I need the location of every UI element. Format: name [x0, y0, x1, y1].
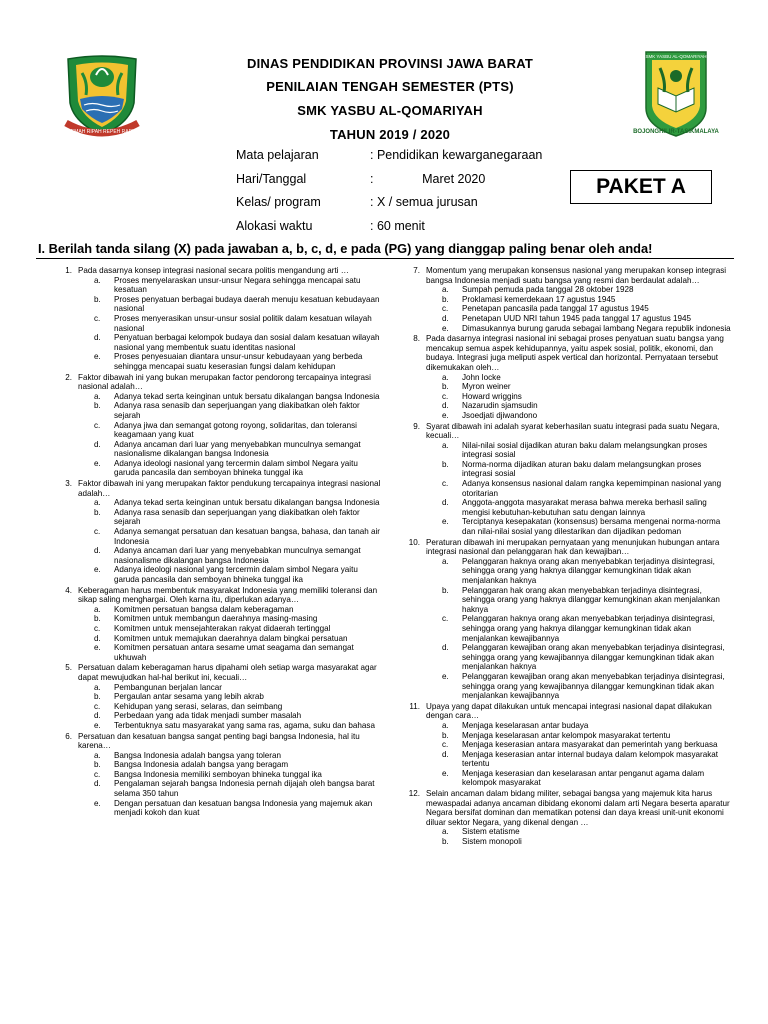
answer-option[interactable] [94, 352, 383, 371]
question-number: 10. [408, 537, 420, 547]
option-text: Bangsa Indonesia adalah bangsa yang toleran [114, 750, 281, 760]
option-text: Pembangunan berjalan lancar [114, 682, 222, 692]
option-letter: d. [94, 333, 101, 343]
question-item [48, 479, 383, 585]
option-letter: a. [442, 720, 449, 730]
option-letter: d. [94, 633, 101, 643]
option-text: Pengalaman sejarah bangsa Indonesia pernah dijajah oleh bangsa barat selama 350 tahun [114, 779, 375, 799]
question-item [48, 266, 383, 372]
question-text: Persatuan dalam keberagaman harus dipahami oleh setiap warga masyarakat agar dapat mewujudkan hal-hal berikut ini, kecuali… [78, 663, 377, 682]
question-text: Keberagaman harus membentuk masyarakat Indonesia yang memiliki toleransi dan sikap saling menghargai. Oleh karna itu, diperlukan adanya… [78, 585, 378, 605]
question-text: Faktor dibawah ini yang merupakan faktor pendukung tercapainya integrasi nasional adalah… [78, 479, 381, 498]
header-agency: DINAS PENDIDIKAN PROVINSI JAWA BARAT [246, 56, 533, 71]
info-subject [236, 148, 596, 164]
option-text: Menjaga keselarasan antar budaya [462, 720, 589, 730]
option-letter: b. [442, 294, 449, 304]
option-letter: e. [94, 720, 101, 730]
answer-option[interactable] [442, 304, 734, 314]
option-text: Pelanggaran haknya orang akan menyebabkan terjadinya disintegrasi, sehingga orang yang haknya dilanggar kemungkinan tidak akan menjalankan haknya [462, 556, 715, 585]
option-text: Penetapan pancasila pada tanggal 17 agustus 1945 [462, 304, 649, 314]
logo-left-motto: GEMAH RIPAH REPEH RAPIH [67, 129, 137, 135]
answer-option[interactable] [94, 295, 383, 314]
option-text: Myron weiner [462, 382, 511, 392]
questions-column-right [396, 266, 734, 848]
answer-option[interactable] [442, 498, 734, 517]
question-item [396, 789, 734, 847]
answer-option[interactable] [442, 479, 734, 498]
answer-option[interactable] [442, 382, 734, 392]
answer-option[interactable] [442, 750, 734, 769]
option-text: Howard wriggins [462, 391, 522, 401]
option-letter: e. [94, 458, 101, 468]
question-item [48, 586, 383, 663]
answer-option[interactable] [94, 527, 383, 546]
option-letter: a. [94, 391, 101, 401]
question-number: 12. [408, 789, 420, 799]
option-text: Pelanggaran kewajiban orang akan menyebabkan terjadinya disintegrasi, sehingga orang yang kewajibannya dilanggar kemungkinan tidak akan menjalankan haknya [462, 643, 725, 672]
option-letter: e. [442, 410, 449, 420]
answer-option[interactable] [442, 392, 734, 402]
option-letter: b. [94, 614, 101, 624]
answer-option[interactable] [94, 711, 383, 721]
question-number: 6. [65, 731, 72, 741]
option-letter: c. [442, 391, 449, 401]
instruction-heading: I. Berilah tanda silang (X) pada jawaban a, b, c, d, e pada (PG) yang dianggap paling benar oleh anda! [38, 241, 653, 256]
option-text: Proses penyatuan berbagai budaya daerah menuju kesatuan kebudayaan nasional [114, 294, 380, 314]
option-letter: c. [442, 304, 449, 314]
answer-option[interactable] [442, 643, 734, 672]
option-text: Dimasukannya burung garuda sebagai lambang Negara republik indonesia [462, 323, 731, 333]
jawa-barat-emblem-logo [62, 53, 142, 137]
answer-option[interactable] [442, 401, 734, 411]
answer-option[interactable] [94, 692, 383, 702]
answer-option[interactable] [94, 276, 383, 295]
info-label: Kelas/ program [236, 195, 321, 209]
answer-option[interactable] [94, 721, 383, 731]
option-letter: c. [94, 769, 101, 779]
logo-right-caption: BOJONGHILIR-TASIKMALAYA [633, 129, 719, 135]
question-text: Pada dasarnya integrasi nasional ini sebagai proses penyatuan suatu bangsa yang mencakup semua aspek kehidupannya, yaitu aspek sosial, politik, ekonomi, dan budaya. Integrasi juga meliputi aspek vertical dan horizontal. Pernyataan tersebut dikemukakan oleh… [426, 334, 724, 372]
option-text: Bangsa Indonesia adalah bangsa yang beragam [114, 760, 289, 770]
answer-option[interactable] [442, 460, 734, 479]
option-letter: e. [442, 323, 449, 333]
option-text: Pelanggaran hak orang akan menyebabkan terjadinya disintegrasi, sehingga orang yang haknya dilanggar kemungkinan akan menjalankan haknya [462, 585, 720, 614]
answer-option[interactable] [442, 837, 734, 847]
option-letter: e. [94, 352, 101, 362]
info-label: Hari/Tanggal [236, 172, 307, 186]
option-letter: c. [94, 420, 101, 430]
question-text: Peraturan dibawah ini merupakan pernyataan yang menunjukan hubungan antara integrasi nasional dan pelanggaran hak dan kewajiban… [426, 537, 720, 557]
option-letter: d. [94, 779, 101, 789]
answer-option[interactable] [94, 634, 383, 644]
option-text: Menjaga keserasian antara masyarakat dan pemerintah yang berkuasa [462, 740, 718, 750]
answer-option[interactable] [442, 295, 734, 305]
option-text: John locke [462, 372, 501, 382]
answer-option[interactable] [442, 614, 734, 643]
answer-option[interactable] [442, 411, 734, 421]
info-date [236, 172, 596, 188]
option-letter: a. [442, 285, 449, 295]
option-letter: c. [442, 740, 449, 750]
option-text: Proses menyelaraskan unsur-unsur Negara sehingga mencapai satu kesatuan [114, 275, 361, 295]
option-letter: d. [94, 711, 101, 721]
option-letter: c. [442, 479, 449, 489]
option-letter: c. [94, 701, 101, 711]
answer-option[interactable] [94, 751, 383, 761]
question-number: 7. [413, 266, 420, 275]
question-item [396, 334, 734, 420]
option-letter: b. [442, 382, 449, 392]
option-letter: b. [94, 294, 101, 304]
option-text: Proklamasi kemerdekaan 17 agustus 1945 [462, 294, 616, 304]
option-text: Menjaga keserasian dan keselarasan antar penganut agama dalam kelompok masyarakat [462, 768, 705, 788]
option-text: Nazarudin sjamsudin [462, 401, 538, 411]
question-item [48, 373, 383, 479]
school-logo [636, 48, 716, 138]
header-exam-title: PENILAIAN TENGAH SEMESTER (PTS) [266, 79, 514, 94]
answer-option[interactable] [94, 799, 383, 818]
option-text: Komitmen persatuan antara sesame umat seagama dan semangat ukhuwah [114, 643, 354, 662]
option-text: Adanya rasa senasib dan seperjuangan yang diakibatkan oleh faktor sejarah [114, 401, 360, 420]
option-text: Menjaga keselarasan antar kelompok masyarakat tertentu [462, 730, 671, 740]
option-letter: d. [442, 749, 449, 759]
option-letter: e. [94, 565, 101, 575]
option-text: Kehidupan yang serasi, selaras, dan seimbang [114, 701, 283, 711]
answer-option[interactable] [94, 546, 383, 565]
option-text: Adanya ideologi nasional yang tercermin dalam simbol Negara yaitu garuda pancasila dan semboyan bhineka tunggal ika [114, 565, 358, 584]
info-label: Mata pelajaran [236, 148, 319, 162]
option-letter: c. [94, 527, 101, 537]
option-text: Adanya ancaman dari luar yang menyebabkan munculnya semangat nasionalisme dikalangan bangsa Indonesia [114, 546, 361, 565]
option-letter: a. [442, 372, 449, 382]
option-text: Adanya konsensus nasional dalam rangka kepemimpinan nasional yang otoritarian [462, 479, 722, 498]
answer-option[interactable] [442, 740, 734, 750]
option-letter: d. [442, 498, 449, 508]
questions-column-left [48, 266, 383, 819]
question-text: Persatuan dan kesatuan bangsa sangat penting bagi bangsa Indonesia, hal itu karena… [78, 731, 360, 751]
answer-option[interactable] [442, 557, 734, 586]
option-text: Penyatuan berbagai kelompok budaya dan sosial dalam kesatuan wilayah nasional yang membentuk suatu identitas nasional [114, 333, 380, 352]
answer-option[interactable] [94, 401, 383, 420]
answer-option[interactable] [442, 586, 734, 615]
header-school-name: SMK YASBU AL-QOMARIYAH [297, 103, 483, 118]
answer-option[interactable] [94, 459, 383, 478]
option-text: Dengan persatuan dan kesatuan bangsa Indonesia yang majemuk akan menjadi kokoh dan kuat [114, 798, 373, 818]
option-text: Pergaulan antar sesama yang lebih akrab [114, 692, 264, 702]
option-letter: a. [442, 827, 449, 837]
question-item [48, 732, 383, 818]
header-year: TAHUN 2019 / 2020 [329, 127, 451, 142]
option-letter: d. [442, 401, 449, 411]
option-letter: b. [94, 401, 101, 411]
option-letter: b. [442, 730, 449, 740]
answer-option[interactable] [442, 441, 734, 460]
option-letter: a. [94, 604, 101, 614]
option-text: Menjaga keserasian antar internal budaya dalam kelompok masyarakat tertentu [462, 749, 718, 769]
answer-option[interactable] [442, 324, 734, 334]
option-text: Adanya jiwa dan semangat gotong royong, solidaritas, dan toleransi keagamaan yang kuat [114, 420, 357, 440]
option-text: Komitmen untuk membangun daerahnya masing-masing [114, 614, 318, 624]
option-letter: a. [442, 556, 449, 566]
answer-option[interactable] [94, 508, 383, 527]
option-text: Adanya tekad serta keinginan untuk bersatu dikalangan bangsa Indonesia [114, 498, 380, 508]
option-letter: b. [94, 507, 101, 517]
answer-option[interactable] [94, 683, 383, 693]
answer-option[interactable] [94, 624, 383, 634]
question-item [48, 663, 383, 730]
option-letter: a. [94, 750, 101, 760]
option-text: Komitmen untuk mensejahterakan rakyat didaerah tertinggal [114, 623, 331, 633]
answer-option[interactable] [94, 333, 383, 352]
option-text: Nilai-nilai sosial dijadikan aturan baku dalam melangsungkan proses integrasi sosial [462, 440, 708, 460]
question-number: 3. [65, 479, 72, 489]
option-text: Sumpah pemuda pada tanggal 28 oktober 1928 [462, 285, 634, 295]
answer-option[interactable] [442, 721, 734, 731]
option-letter: c. [94, 623, 101, 633]
question-text: Syarat dibawah ini adalah syarat keberhasilan suatu integrasi pada suatu Negara, kecuali… [426, 421, 720, 441]
question-item [396, 422, 734, 537]
option-letter: e. [442, 768, 449, 778]
question-item [396, 266, 734, 333]
answer-option[interactable] [442, 769, 734, 788]
option-letter: c. [94, 313, 101, 323]
info-value: : Pendidikan kewarganegaraan [370, 148, 543, 162]
option-text: Komitmen persatuan bangsa dalam keberagaman [114, 604, 294, 614]
option-text: Pelanggaran haknya orang akan menyebabkan terjadinya disintegrasi, sehingga orang yang haknya dilanggar kemungkinan tidak akan menjalankan kewajibannya [462, 614, 715, 643]
option-text: Pelanggaran kewajiban orang akan menyebabkan terjadinya disintegrasi, sehingga orang yang kewajibannya dilanggar kemungkinan tidak akan menjalankan kewajibannya [462, 671, 725, 701]
logo-right-top-text: SMK YASBU AL-QOMARIYAH [645, 54, 707, 59]
option-letter: d. [94, 546, 101, 556]
info-duration [236, 219, 596, 235]
option-letter: c. [442, 614, 449, 624]
info-value: : Maret 2020 [370, 172, 486, 186]
answer-option[interactable] [94, 440, 383, 459]
answer-option[interactable] [94, 770, 383, 780]
answer-option[interactable] [442, 731, 734, 741]
option-text: Sistem monopoli [462, 837, 522, 847]
option-letter: a. [442, 440, 449, 450]
option-text: Adanya rasa senasib dan seperjuangan yang diakibatkan oleh faktor sejarah [114, 507, 360, 527]
question-number: 4. [65, 585, 72, 595]
option-letter: d. [442, 313, 449, 323]
answer-option[interactable] [442, 314, 734, 324]
option-letter: b. [442, 459, 449, 469]
info-label: Alokasi waktu [236, 219, 313, 233]
answer-option[interactable] [94, 779, 383, 798]
answer-option[interactable] [442, 373, 734, 383]
question-number: 5. [65, 663, 72, 673]
divider [36, 258, 734, 259]
option-text: Perbedaan yang ada tidak menjadi sumber masalah [114, 711, 302, 721]
question-text: Faktor dibawah ini yang bukan merupakan factor pendorong tercapainya integrasi nasional adalah… [78, 372, 371, 392]
answer-option[interactable] [94, 565, 383, 584]
question-text: Pada dasarnya konsep integrasi nasional secara politis mengandung arti … [78, 266, 349, 275]
question-text: Selain ancaman dalam bidang militer, sebagai bangsa yang majemuk kita harus mewaspadai adanya ancaman dibidang ekonomi dalam arti Negara beserta aparatur Negara bersifat dominan dan mematikan potensi dan daya kreasi unit-unit ekonomi diluar sektor Negara, yang dikenal dengan … [426, 789, 730, 827]
option-text: Norma-norma dijadikan aturan baku dalam melangsungkan proses integrasi sosial [462, 459, 702, 479]
option-text: Jsoedjati djiwandono [462, 410, 538, 420]
option-letter: a. [94, 498, 101, 508]
answer-option[interactable] [94, 643, 383, 662]
option-text: Proses menyerasikan unsur-unsur sosial politik dalam kesatuan wilayah nasional [114, 313, 372, 333]
question-number: 11. [409, 701, 420, 711]
answer-option[interactable] [442, 672, 734, 701]
option-text: Adanya ideologi nasional yang tercermin dalam simbol Negara yaitu garuda pancasila dan semboyan bhineka tunggal ika [114, 458, 358, 478]
answer-option[interactable] [442, 285, 734, 295]
option-text: Anggota-anggota masyarakat merasa bahwa mereka berhasil saling mengisi kebutuhan-kebutuhan satu dengan lainnya [462, 498, 707, 517]
option-letter: a. [94, 275, 101, 285]
option-text: Sistem etatisme [462, 827, 520, 837]
option-text: Adanya semangat persatuan dan kesatuan bangsa, bahasa, dan tanah air Indonesia [114, 527, 380, 546]
option-letter: b. [442, 837, 449, 847]
question-number: 2. [65, 372, 72, 382]
option-letter: e. [94, 798, 101, 808]
option-letter: d. [94, 439, 101, 449]
question-number: 8. [413, 334, 420, 344]
info-class [236, 195, 596, 211]
option-letter: e. [442, 671, 449, 681]
option-text: Adanya tekad serta keinginan untuk bersatu dikalangan bangsa Indonesia [114, 391, 380, 401]
answer-option[interactable] [94, 421, 383, 440]
answer-option[interactable] [94, 702, 383, 712]
option-letter: e. [442, 517, 449, 527]
answer-option[interactable] [94, 392, 383, 402]
option-text: Proses penyesuaian diantara unsur-unsur kebudayaan yang berbeda sehingga mencapai suatu keserasian fungsi dalam kehidupan [114, 352, 363, 371]
option-letter: a. [94, 682, 101, 692]
info-value: : X / semua jurusan [370, 195, 478, 209]
option-letter: b. [94, 692, 101, 702]
question-number: 1. [65, 266, 72, 275]
option-letter: b. [442, 585, 449, 595]
option-text: Adanya ancaman dari luar yang menyebabkan munculnya semangat nasionalisme dikalangan bangsa Indonesia [114, 439, 361, 459]
option-letter: d. [442, 643, 449, 653]
answer-option[interactable] [442, 827, 734, 837]
answer-option[interactable] [94, 605, 383, 615]
paket-box: PAKET A [570, 170, 712, 204]
answer-option[interactable] [94, 760, 383, 770]
question-item [396, 702, 734, 788]
question-number: 9. [413, 421, 420, 431]
answer-option[interactable] [94, 498, 383, 508]
option-text: Bangsa Indonesia memiliki semboyan bhineka tunggal ika [114, 769, 322, 779]
info-value: : 60 menit [370, 219, 425, 233]
answer-option[interactable] [94, 314, 383, 333]
option-letter: e. [94, 643, 101, 653]
option-text: Terbentuknya satu masyarakat yang sama ras, agama, suku dan bahasa [114, 720, 375, 730]
option-text: Komitmen untuk memajukan daerahnya dalam bingkai persatuan [114, 633, 348, 643]
question-item [396, 538, 734, 701]
question-text: Upaya yang dapat dilakukan untuk mencapai integrasi nasional dapat dilakukan dengan cara… [426, 701, 712, 721]
question-text: Momentum yang merupakan konsensus nasional yang merupakan konsep integrasi bangsa Indonesia menjadi suatu bangsa yang resmi dan berdaulat adalah… [426, 266, 727, 285]
answer-option[interactable] [442, 517, 734, 536]
answer-option[interactable] [94, 614, 383, 624]
option-text: Terciptanya kesepakatan (konsensus) bersama mengenai norma-norma dan nilai-nilai sosial yang dilestarikan dan dijadikan pedoman [462, 517, 721, 537]
option-letter: b. [94, 760, 101, 770]
option-text: Penetapan UUD NRI tahun 1945 pada tanggal 17 agustus 1945 [462, 313, 692, 323]
